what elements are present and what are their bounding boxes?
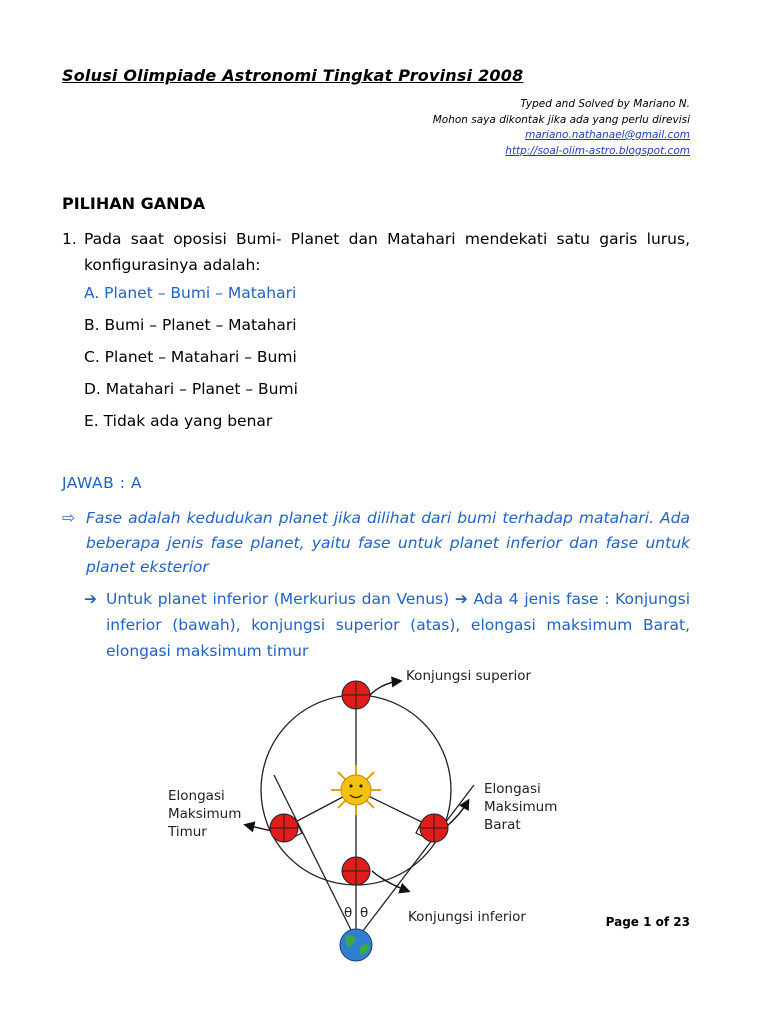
label-west-2: Maksimum	[484, 799, 558, 815]
planet-phase-diagram	[150, 655, 570, 965]
option-d: D. Matahari – Planet – Bumi	[84, 380, 298, 398]
email-link[interactable]: mariano.nathanael@gmail.com	[525, 129, 690, 141]
question-text: Pada saat oposisi Bumi- Planet dan Matahari mendekati satu garis lurus, konfigurasinya adalah:	[84, 230, 690, 274]
author-meta	[433, 97, 690, 159]
question-number: 1.	[62, 230, 77, 248]
theta-right: θ	[360, 905, 369, 921]
explanation-text: Fase adalah kedudukan planet jika dilihat dari bumi terhadap matahari. Ada beberapa jenis fase planet, yaitu fase untuk planet inferior dan fase untuk planet eksterior	[86, 509, 690, 576]
pointer-inferior	[372, 871, 408, 891]
sun-icon	[331, 765, 381, 815]
planet-east-elongation	[270, 814, 298, 842]
blog-link[interactable]: http://soal-olim-astro.blogspot.com	[505, 144, 690, 157]
question-1	[62, 226, 690, 278]
author-line: Typed and Solved by Mariano N.	[520, 98, 690, 110]
explanation	[62, 506, 690, 580]
label-east-2: Maksimum	[168, 806, 242, 822]
label-west-1: Elongasi	[484, 781, 541, 797]
arrow-right-icon: ➔	[84, 590, 97, 608]
hollow-arrow-icon: ⇨	[62, 509, 75, 527]
option-e: E. Tidak ada yang benar	[84, 412, 273, 430]
label-west-3: Barat	[484, 817, 521, 833]
document-title: Solusi Olimpiade Astronomi Tingkat Provinsi 2008	[62, 66, 524, 85]
label-inferior: Konjungsi inferior	[408, 909, 526, 925]
pointer-superior	[370, 681, 400, 695]
sub-point-text: Untuk planet inferior (Merkurius dan Venus) ➔ Ada 4 jenis fase : Konjungsi inferior (bawah), konjungsi superior (atas), elongasi maksimum Barat, elongasi maksimum timur	[106, 590, 690, 660]
label-east-3: Timur	[168, 824, 207, 840]
planet-superior	[342, 681, 370, 709]
label-superior: Konjungsi superior	[406, 668, 532, 684]
theta-left: θ	[344, 905, 353, 921]
option-c: C. Planet – Matahari – Bumi	[84, 348, 297, 366]
option-list	[84, 282, 298, 442]
option-a: A. Planet – Bumi – Matahari	[84, 284, 297, 302]
section-heading: PILIHAN GANDA	[62, 194, 206, 213]
planet-west-elongation	[420, 814, 448, 842]
earth-icon	[340, 929, 372, 961]
label-east-1: Elongasi	[168, 788, 225, 804]
answer-label: JAWAB : A	[62, 474, 142, 492]
option-b: B. Bumi – Planet – Matahari	[84, 316, 297, 334]
sub-point	[84, 586, 690, 664]
planet-inferior	[342, 857, 370, 885]
page-number: Page 1 of 23	[605, 915, 690, 929]
revision-note: Mohon saya dikontak jika ada yang perlu direvisi	[432, 113, 690, 126]
